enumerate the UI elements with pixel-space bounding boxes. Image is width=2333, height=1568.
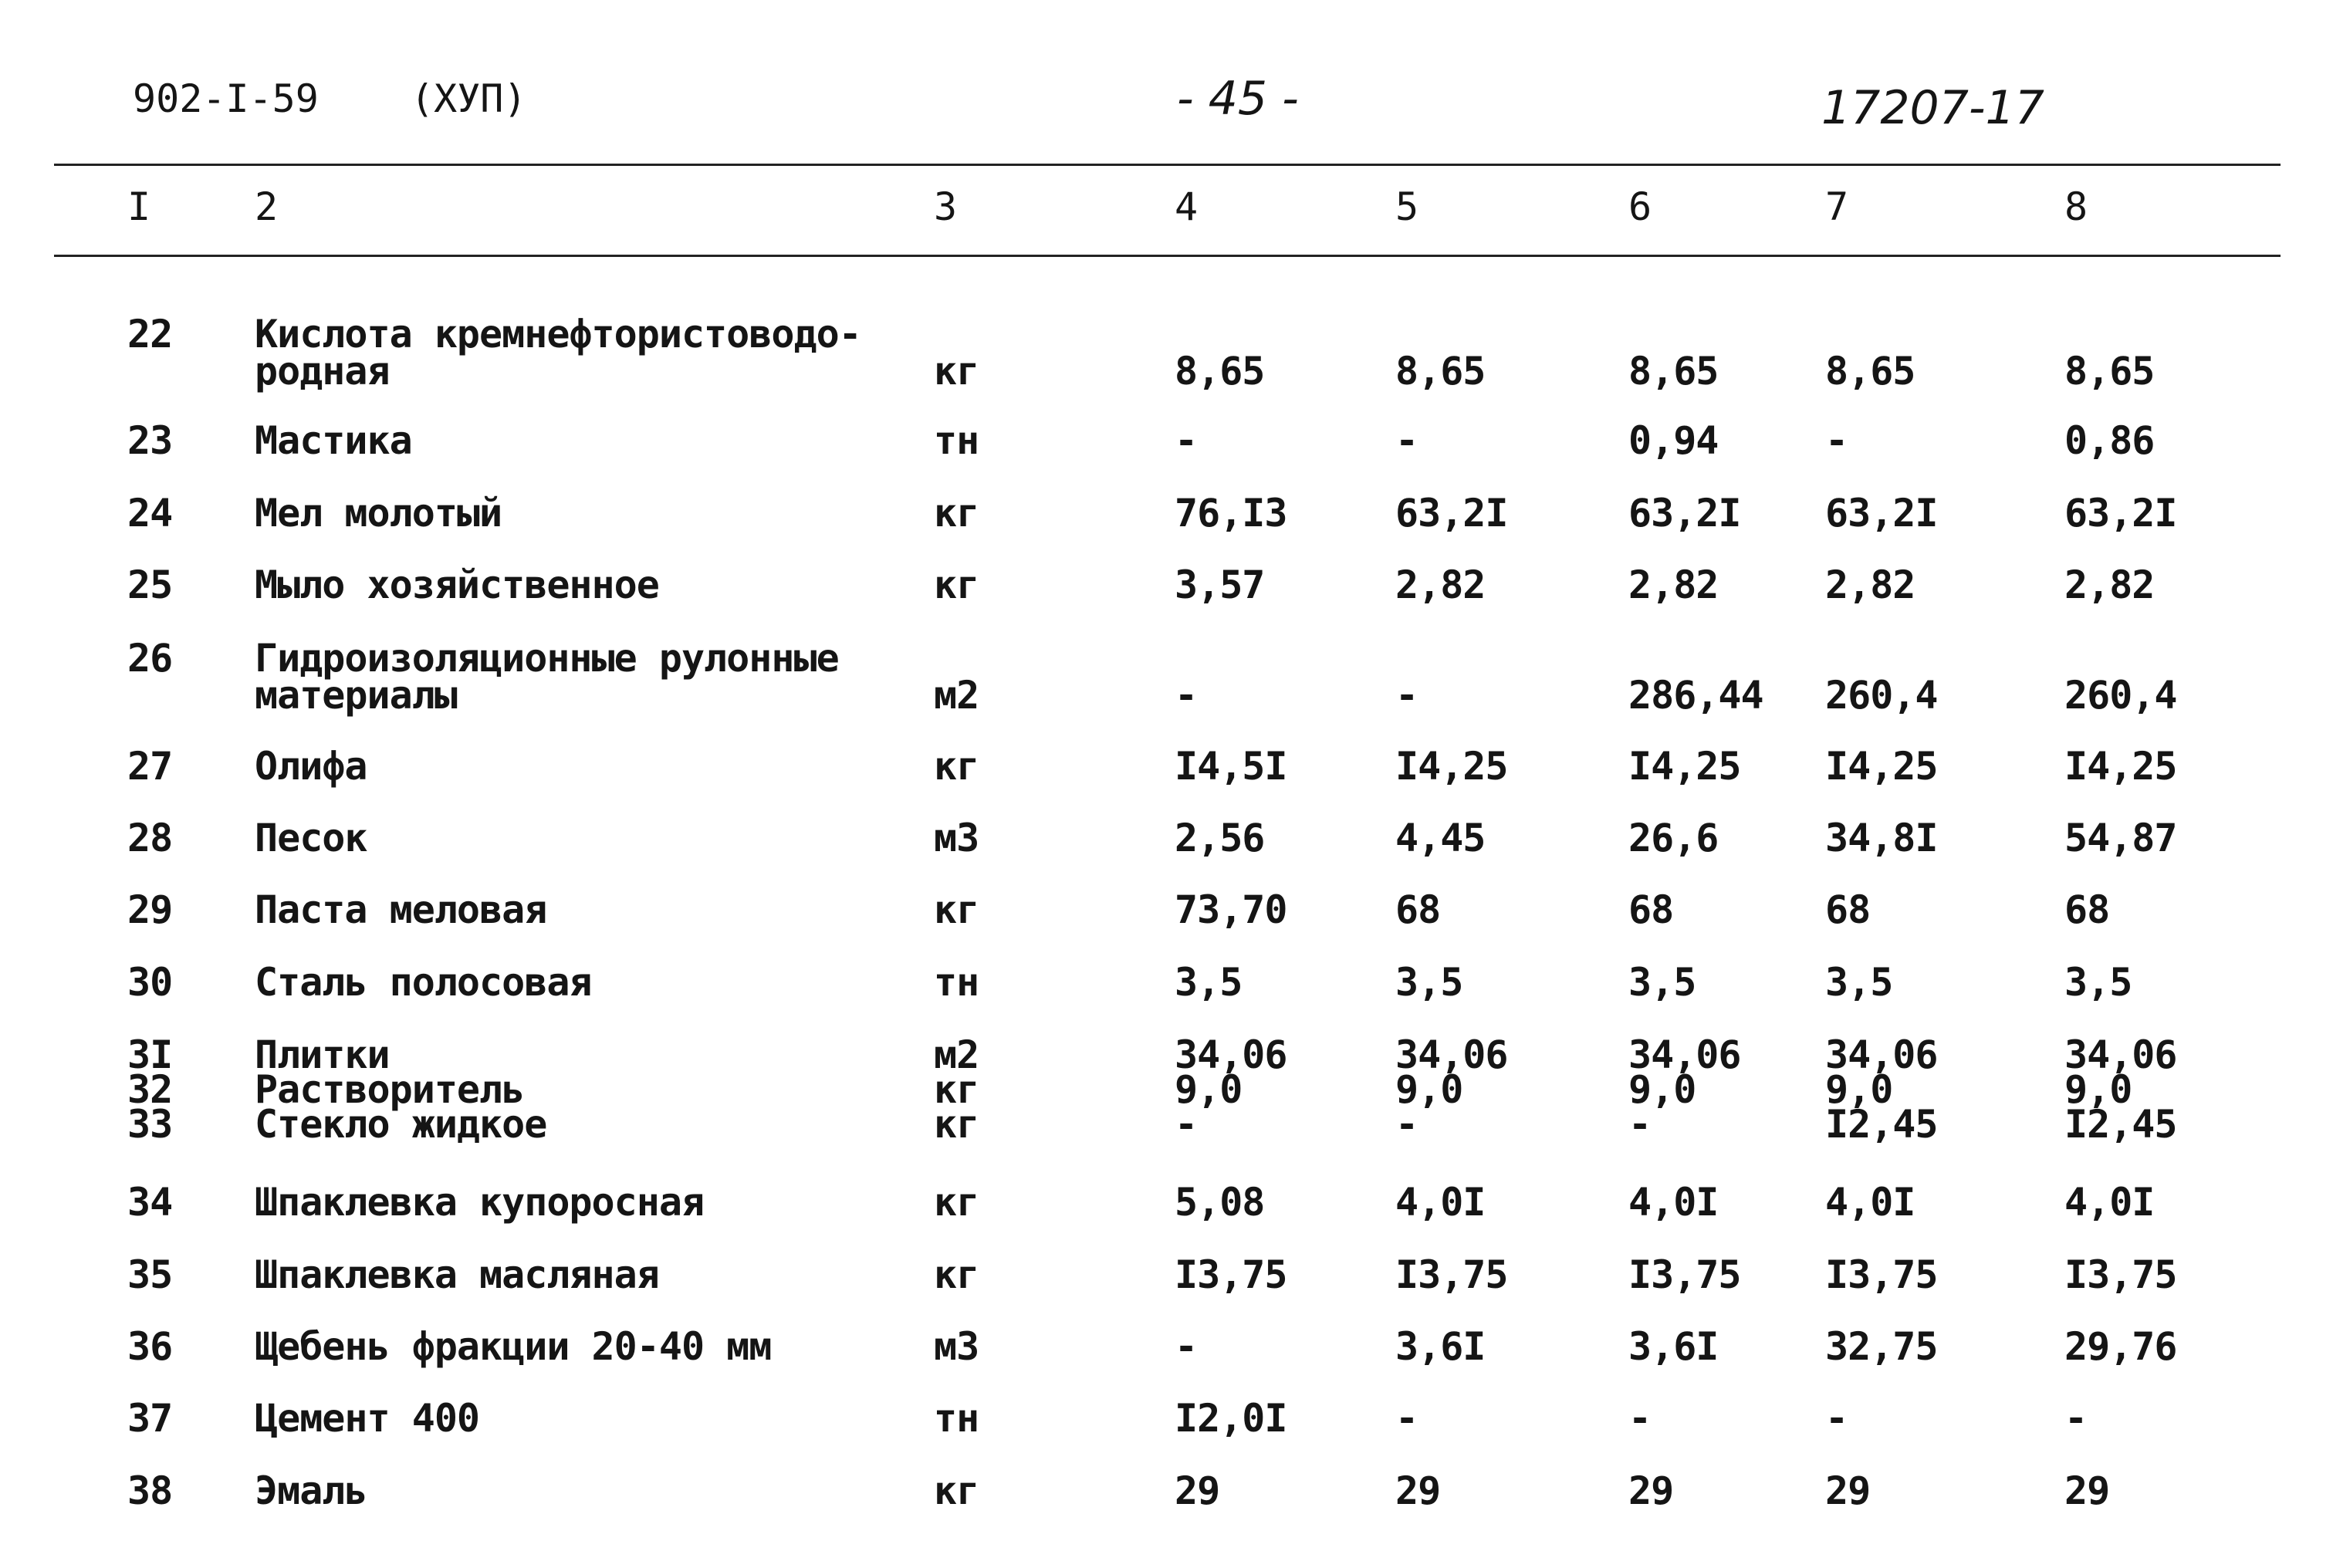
- value-col-8: 8,65: [2064, 349, 2155, 394]
- value-col-8: 260,4: [2064, 673, 2177, 718]
- value-col-4: 76,I3: [1175, 491, 1287, 536]
- value-col-5: I3,75: [1395, 1252, 1508, 1297]
- value-col-5: -: [1395, 673, 1418, 718]
- unit: м2: [934, 673, 979, 718]
- value-col-6: 63,2I: [1628, 491, 1741, 536]
- value-col-6: 34,06: [1628, 1032, 1741, 1077]
- unit: кг: [934, 1102, 979, 1147]
- value-col-4: I3,75: [1175, 1252, 1287, 1297]
- value-col-5: 68: [1395, 887, 1441, 932]
- value-col-6: 286,44: [1628, 673, 1763, 718]
- value-col-8: 2,82: [2064, 563, 2155, 607]
- column-header-3: 3: [934, 184, 958, 229]
- unit: кг: [934, 1468, 979, 1513]
- value-col-5: 2,82: [1395, 563, 1486, 607]
- value-col-5: 29: [1395, 1468, 1441, 1513]
- value-col-8: 9,0: [2064, 1067, 2132, 1112]
- value-col-5: 9,0: [1395, 1067, 1463, 1112]
- value-col-6: 26,6: [1628, 816, 1719, 860]
- value-col-8: 29,76: [2064, 1324, 2177, 1369]
- value-col-8: 0,86: [2064, 418, 2155, 463]
- value-col-7: 9,0: [1825, 1067, 1893, 1112]
- header-top-rule: [54, 164, 2281, 166]
- value-col-7: I4,25: [1825, 744, 1938, 789]
- material-name: Кислота кремнефтористоводо-: [255, 312, 861, 357]
- value-col-6: 68: [1628, 887, 1674, 932]
- value-col-6: 9,0: [1628, 1067, 1696, 1112]
- value-col-4: 3,5: [1175, 960, 1243, 1005]
- row-number: 27: [127, 744, 173, 789]
- value-col-8: 68: [2064, 887, 2110, 932]
- value-col-6: 29: [1628, 1468, 1674, 1513]
- unit: кг: [934, 1067, 979, 1112]
- material-name: Цемент 400: [255, 1396, 480, 1441]
- value-col-8: 3,5: [2064, 960, 2132, 1005]
- value-col-4: 5,08: [1175, 1180, 1265, 1225]
- value-col-4: -: [1175, 1324, 1198, 1369]
- value-col-4: 2,56: [1175, 816, 1265, 860]
- row-number: 35: [127, 1252, 173, 1297]
- material-name: Мастика: [255, 418, 412, 463]
- value-col-5: 4,0I: [1395, 1180, 1486, 1225]
- material-name: Песок: [255, 816, 367, 860]
- unit: тн: [934, 1396, 979, 1441]
- value-col-4: 73,70: [1175, 887, 1287, 932]
- value-col-7: 3,5: [1825, 960, 1893, 1005]
- value-col-7: 63,2I: [1825, 491, 1938, 536]
- value-col-4: 8,65: [1175, 349, 1265, 394]
- column-header-8: 8: [2064, 184, 2088, 229]
- value-col-7: -: [1825, 418, 1848, 463]
- column-header-2: 2: [255, 184, 279, 229]
- material-name: Мел молотый: [255, 491, 502, 536]
- column-header-6: 6: [1628, 184, 1652, 229]
- material-name: Мыло хозяйственное: [255, 563, 659, 607]
- value-col-7: 8,65: [1825, 349, 1915, 394]
- value-col-5: 3,5: [1395, 960, 1463, 1005]
- value-col-8: 54,87: [2064, 816, 2177, 860]
- row-number: 37: [127, 1396, 173, 1441]
- material-name: материалы: [255, 673, 457, 718]
- material-name: Шпаклевка масляная: [255, 1252, 659, 1297]
- row-number: 24: [127, 491, 173, 536]
- material-name: Паста меловая: [255, 887, 547, 932]
- material-name: Щебень фракции 20-40 мм: [255, 1324, 772, 1369]
- material-name: Сталь полосовая: [255, 960, 592, 1005]
- row-number: 29: [127, 887, 173, 932]
- value-col-4: -: [1175, 418, 1198, 463]
- value-col-5: -: [1395, 1396, 1418, 1441]
- unit: м3: [934, 816, 979, 860]
- value-col-5: -: [1395, 418, 1418, 463]
- value-col-4: I2,0I: [1175, 1396, 1287, 1441]
- value-col-7: 34,8I: [1825, 816, 1938, 860]
- material-name: Растворитель: [255, 1067, 525, 1112]
- doc-code: 902-I-59: [133, 76, 319, 121]
- value-col-6: 8,65: [1628, 349, 1719, 394]
- material-name: Стекло жидкое: [255, 1102, 547, 1147]
- row-number: 22: [127, 312, 173, 357]
- value-col-6: 2,82: [1628, 563, 1719, 607]
- row-number: 36: [127, 1324, 173, 1369]
- row-number: 23: [127, 418, 173, 463]
- value-col-7: 34,06: [1825, 1032, 1938, 1077]
- value-col-5: 8,65: [1395, 349, 1486, 394]
- row-number: 38: [127, 1468, 173, 1513]
- unit: тн: [934, 960, 979, 1005]
- row-number: 3I: [127, 1032, 173, 1077]
- value-col-4: 9,0: [1175, 1067, 1243, 1112]
- unit: м2: [934, 1032, 979, 1077]
- row-number: 28: [127, 816, 173, 860]
- section-code: (ХУП): [411, 76, 527, 121]
- header-bottom-rule: [54, 255, 2281, 257]
- archive-number: 17207-17: [1821, 81, 2044, 135]
- material-name: родная: [255, 349, 390, 394]
- value-col-6: -: [1628, 1396, 1652, 1441]
- value-col-8: 34,06: [2064, 1032, 2177, 1077]
- unit: кг: [934, 1180, 979, 1225]
- value-col-4: 3,57: [1175, 563, 1265, 607]
- row-number: 33: [127, 1102, 173, 1147]
- value-col-8: 63,2I: [2064, 491, 2177, 536]
- column-header-5: 5: [1395, 184, 1419, 229]
- value-col-8: 29: [2064, 1468, 2110, 1513]
- value-col-6: -: [1628, 1102, 1652, 1147]
- value-col-7: 29: [1825, 1468, 1871, 1513]
- material-name: Шпаклевка купоросная: [255, 1180, 705, 1225]
- value-col-6: I4,25: [1628, 744, 1741, 789]
- column-header-4: 4: [1175, 184, 1199, 229]
- material-name: Эмаль: [255, 1468, 367, 1513]
- unit: м3: [934, 1324, 979, 1369]
- row-number: 30: [127, 960, 173, 1005]
- value-col-4: 29: [1175, 1468, 1220, 1513]
- value-col-7: 2,82: [1825, 563, 1915, 607]
- value-col-8: I4,25: [2064, 744, 2177, 789]
- value-col-4: -: [1175, 1102, 1198, 1147]
- value-col-4: 34,06: [1175, 1032, 1287, 1077]
- value-col-7: 4,0I: [1825, 1180, 1915, 1225]
- value-col-5: 4,45: [1395, 816, 1486, 860]
- value-col-7: I2,45: [1825, 1102, 1938, 1147]
- value-col-5: I4,25: [1395, 744, 1508, 789]
- unit: кг: [934, 563, 979, 607]
- material-name: Плитки: [255, 1032, 390, 1077]
- row-number: 25: [127, 563, 173, 607]
- material-name: Гидроизоляционные рулонные: [255, 636, 839, 681]
- row-number: 26: [127, 636, 173, 681]
- column-header-7: 7: [1825, 184, 1849, 229]
- unit: кг: [934, 744, 979, 789]
- value-col-8: -: [2064, 1396, 2088, 1441]
- value-col-4: -: [1175, 673, 1198, 718]
- unit: кг: [934, 887, 979, 932]
- value-col-7: 260,4: [1825, 673, 1938, 718]
- value-col-5: 34,06: [1395, 1032, 1508, 1077]
- unit: тн: [934, 418, 979, 463]
- value-col-7: 68: [1825, 887, 1871, 932]
- value-col-5: 63,2I: [1395, 491, 1508, 536]
- unit: кг: [934, 1252, 979, 1297]
- value-col-4: I4,5I: [1175, 744, 1287, 789]
- value-col-6: 0,94: [1628, 418, 1719, 463]
- row-number: 34: [127, 1180, 173, 1225]
- value-col-7: 32,75: [1825, 1324, 1938, 1369]
- value-col-8: I2,45: [2064, 1102, 2177, 1147]
- value-col-6: 3,5: [1628, 960, 1696, 1005]
- value-col-6: I3,75: [1628, 1252, 1741, 1297]
- unit: кг: [934, 349, 979, 394]
- value-col-6: 4,0I: [1628, 1180, 1719, 1225]
- value-col-6: 3,6I: [1628, 1324, 1719, 1369]
- material-name: Олифа: [255, 744, 367, 789]
- value-col-7: I3,75: [1825, 1252, 1938, 1297]
- value-col-5: 3,6I: [1395, 1324, 1486, 1369]
- unit: кг: [934, 491, 979, 536]
- row-number: 32: [127, 1067, 173, 1112]
- column-header-1: I: [127, 184, 151, 229]
- value-col-5: -: [1395, 1102, 1418, 1147]
- value-col-8: I3,75: [2064, 1252, 2177, 1297]
- value-col-7: -: [1825, 1396, 1848, 1441]
- page-number: - 45 -: [1177, 72, 1299, 126]
- value-col-8: 4,0I: [2064, 1180, 2155, 1225]
